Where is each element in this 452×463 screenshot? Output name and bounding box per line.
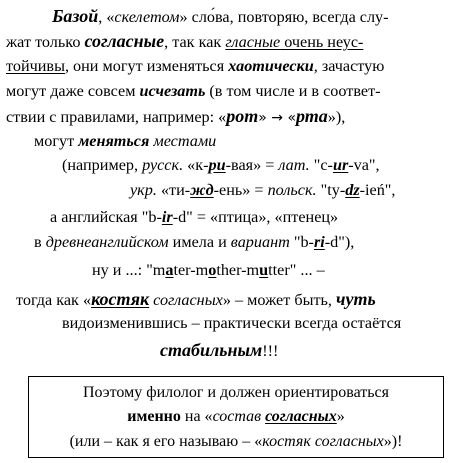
paragraph-line-2: жат только согласные, так как гласные очень неус- [6, 31, 364, 51]
paragraph-line-12: тогда как «костяк согласных» – может быть, чуть [16, 289, 376, 309]
paragraph-line-9: а английская "b-ir-d" = «птица», «птенец» [50, 208, 339, 226]
paragraph-line-5: ствии с правилами, например: «рот» → «рта»), [6, 106, 346, 126]
paragraph-line-13: видоизменившись – практически всегда остаётся [62, 314, 402, 332]
term-skeleton-bold: костяк [91, 289, 150, 309]
paragraph-line-10: в древнеанглийском имела и вариант "b-ri-d"), [34, 233, 355, 251]
term-chaotically: хаотически [228, 57, 314, 75]
paragraph-line-14: стабильным!!! [160, 340, 279, 360]
paragraph-line-1: Базой, «скелетом» сло́ва, повторяю, всегда слу- [52, 6, 389, 26]
term-stable: стабильным [160, 340, 263, 360]
paragraph-line-3: тойчивы, они могут изменяться хаотически, зачастую [6, 57, 385, 75]
paragraph-line-7: (например, русск. «к-ри-вая» = лат. "c-ur-va", [62, 156, 380, 174]
term-change: меняться [78, 132, 150, 150]
paragraph-line-11: ну и ...: "mater-mother-mutter" ... – [92, 261, 325, 279]
term-places: местами [153, 132, 217, 150]
conclusion-box [28, 376, 444, 458]
conclusion-line-2: именно на «состав согласных» [127, 408, 345, 425]
term-base: Базой [52, 6, 99, 26]
example-of-mouth: рта [296, 106, 328, 126]
conclusion-line-3: (или – как я его называю – «костяк согласных»)! [69, 433, 403, 450]
term-slightly: чуть [336, 289, 376, 309]
paragraph-line-4: могут даже совсем исчезать (в том числе и в соответ- [6, 82, 381, 100]
term-consonants: согласные [84, 31, 165, 51]
paragraph-line-8: укр. «ти-жд-ень» = польск. "ty-dz-ień", [130, 181, 396, 199]
term-vowels: гласные [225, 33, 281, 51]
term-skeleton: скелетом [114, 8, 180, 26]
term-disappear: исчезать [139, 82, 206, 100]
paragraph-line-6: могут меняться местами [34, 132, 217, 150]
example-mouth: рот [226, 106, 259, 126]
conclusion-line-1: Поэтому филолог и должен ориентироваться [82, 384, 389, 401]
